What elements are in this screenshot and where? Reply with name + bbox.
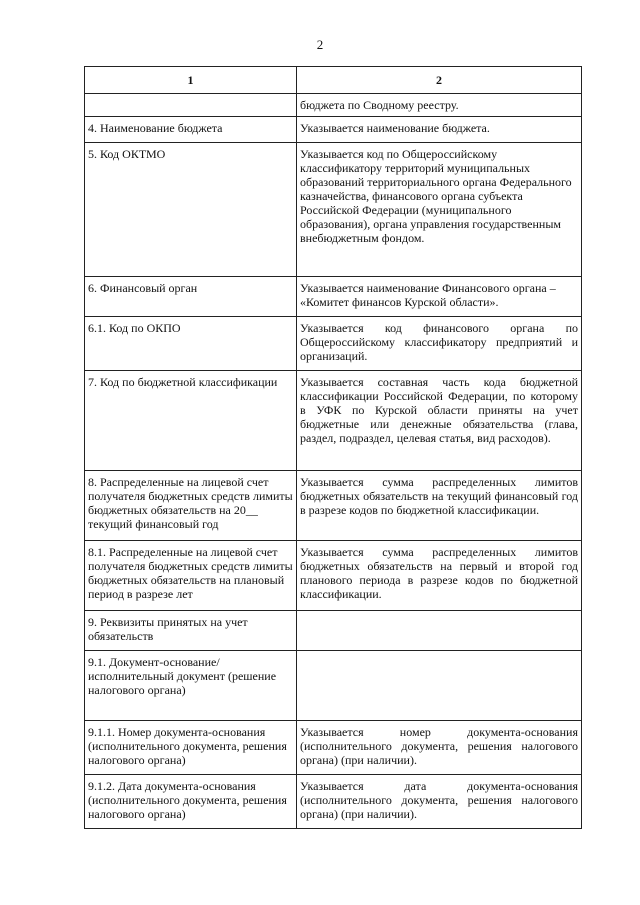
field-name: 8.1. Распределенные на лицевой счет получателя бюджетных средств лимиты бюджетных обязательств на плановый период в разрезе лет (85, 541, 297, 611)
field-description: Указывается составная часть кода бюджетной классификации Российской Федерации, по которому в УФК по Курской области приняты на учет бюджетные или денежные обязательства (глава, раздел, подраздел, целевая статья, вид расходов). (297, 371, 582, 471)
table-row (85, 775, 582, 829)
field-description: Указывается код по Общероссийскому классификатору территорий муниципальных образований территориального органа Федерального казначейства, финансового органа субъекта Российской Федерации (муниципального образования), органа управления государственным внебюджетным фондом. (297, 143, 582, 277)
field-name: 6. Финансовый орган (85, 277, 297, 317)
field-description: Указывается сумма распределенных лимитов бюджетных обязательств на первый и второй год планового периода в разрезе кодов по бюджетной классификации. (297, 541, 582, 611)
field-description: Указывается дата документа-основания (исполнительного документа, решения налогового органа) (при наличии). (297, 775, 582, 829)
instructions-table (84, 66, 582, 829)
column-header-1: 1 (85, 67, 297, 94)
field-name: 8. Распределенные на лицевой счет получателя бюджетных средств лимиты бюджетных обязательств на 20__ текущий финансовый год (85, 471, 297, 541)
column-header-2: 2 (297, 67, 582, 94)
field-name: 9.1. Документ-основание/исполнительный документ (решение налогового органа) (85, 651, 297, 721)
field-name: 4. Наименование бюджета (85, 117, 297, 143)
table-row (85, 471, 582, 541)
field-name: 6.1. Код по ОКПО (85, 317, 297, 371)
table-row (85, 143, 582, 277)
table-row (85, 277, 582, 317)
field-description: Указывается наименование Финансового органа – «Комитет финансов Курской области». (297, 277, 582, 317)
table-row (85, 371, 582, 471)
field-name: 9. Реквизиты принятых на учет обязательств (85, 611, 297, 651)
table-row (85, 117, 582, 143)
table-row (85, 541, 582, 611)
field-name: 9.1.1. Номер документа-основания (исполнительного документа, решения налогового органа) (85, 721, 297, 775)
table-row (85, 721, 582, 775)
table-header-row (85, 67, 582, 94)
field-description: бюджета по Сводному реестру. (297, 94, 582, 117)
field-description: Указывается номер документа-основания (исполнительного документа, решения налогового органа) (при наличии). (297, 721, 582, 775)
table-row (85, 651, 582, 721)
table-row (85, 317, 582, 371)
field-description: Указывается сумма распределенных лимитов бюджетных обязательств на текущий финансовый год в разрезе кодов по бюджетной классификации. (297, 471, 582, 541)
field-description (297, 651, 582, 721)
table-row (85, 94, 582, 117)
field-name: 7. Код по бюджетной классификации (85, 371, 297, 471)
field-description (297, 611, 582, 651)
page-number: 2 (316, 37, 324, 52)
field-name (85, 94, 297, 117)
field-description: Указывается код финансового органа по Общероссийскому классификатору предприятий и организаций. (297, 317, 582, 371)
table-row (85, 611, 582, 651)
field-name: 9.1.2. Дата документа-основания (исполнительного документа, решения налогового органа) (85, 775, 297, 829)
field-name: 5. Код ОКТМО (85, 143, 297, 277)
field-description: Указывается наименование бюджета. (297, 117, 582, 143)
